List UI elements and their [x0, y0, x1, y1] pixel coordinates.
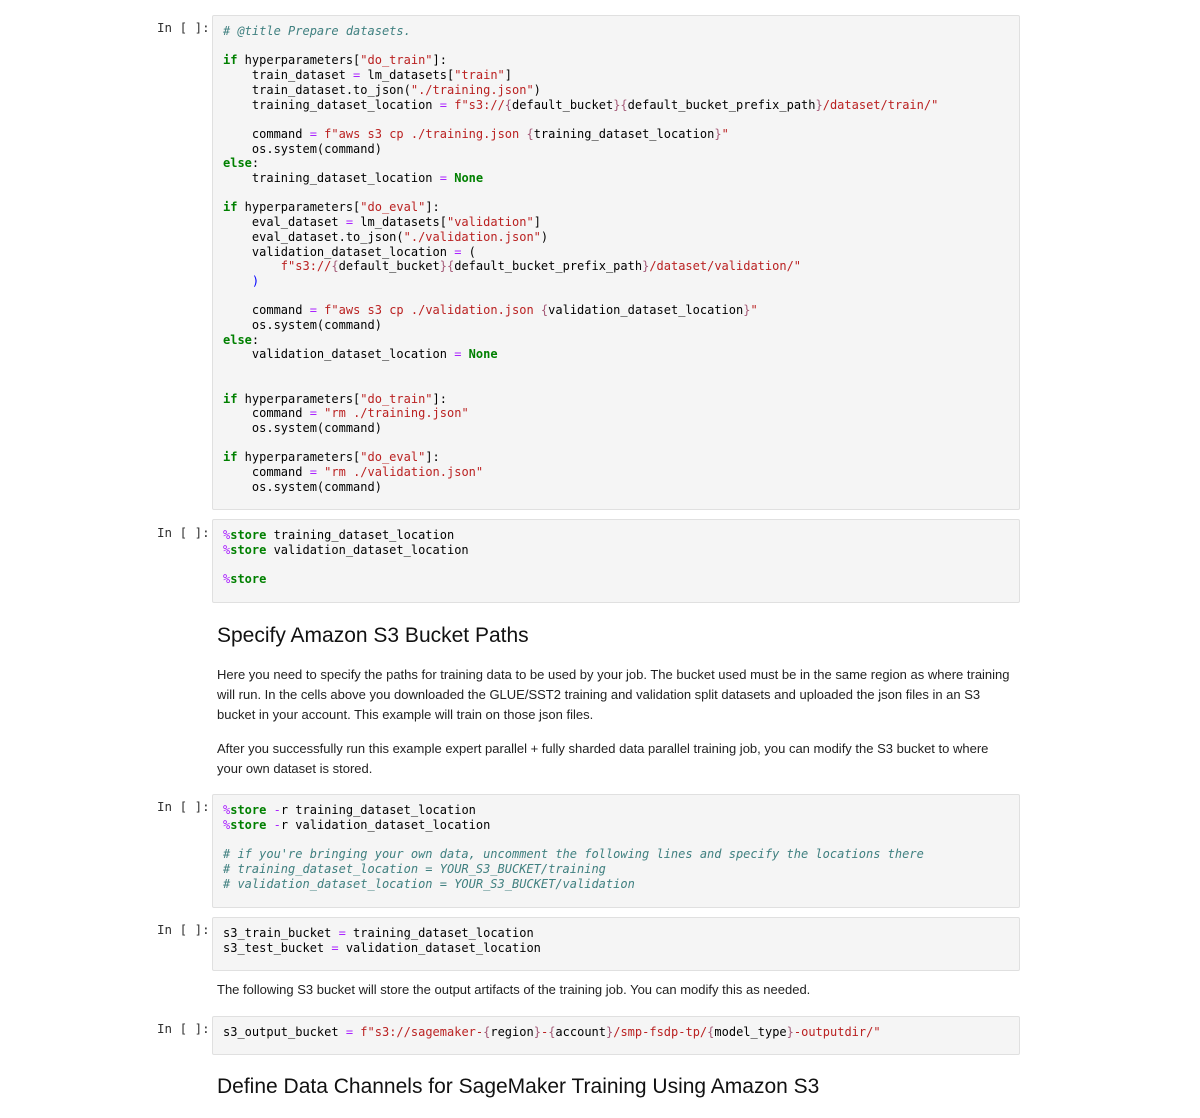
code-line: # @title Prepare datasets.	[223, 24, 411, 38]
code-line	[223, 289, 1009, 304]
code-line: %store	[223, 572, 267, 587]
code-line: os.system(command)	[223, 141, 382, 156]
code-line: os.system(command)	[223, 318, 382, 333]
code-line: validation_dataset_location = (	[223, 244, 476, 259]
code-editor[interactable]	[212, 1016, 1020, 1055]
code-line	[223, 436, 1009, 451]
code-line	[223, 112, 1009, 127]
cell-prompt: In [ ]:	[157, 525, 210, 540]
code-line: if hyperparameters["do_eval"]:	[223, 450, 440, 465]
code-line: eval_dataset.to_json("./validation.json")	[223, 229, 549, 244]
markdown-cell-s3-paths	[217, 624, 1017, 779]
code-line: s3_test_bucket = validation_dataset_location	[223, 940, 541, 955]
code-line: command = f"aws s3 cp ./validation.json {validation_dataset_location}"	[223, 303, 758, 318]
code-line: # validation_dataset_location = YOUR_S3_BUCKET/validation	[223, 876, 635, 891]
code-line: os.system(command)	[223, 420, 382, 435]
code-line: f"s3://{default_bucket}{default_bucket_prefix_path}/dataset/validation/"	[280, 259, 802, 274]
code-editor[interactable]	[212, 519, 1020, 603]
code-editor[interactable]	[212, 794, 1020, 908]
code-line: command = "rm ./validation.json"	[223, 465, 484, 480]
cell-prompt: In [ ]:	[157, 799, 210, 814]
code-line: if hyperparameters["do_train"]:	[223, 391, 447, 406]
markdown-cell-output-note	[217, 980, 1017, 1000]
code-line: # training_dataset_location = YOUR_S3_BUCKET/training	[223, 861, 606, 876]
code-line: )	[251, 273, 260, 288]
code-line: %store -r training_dataset_location	[223, 803, 476, 817]
code-line: command = "rm ./training.json"	[223, 406, 469, 421]
code-line: validation_dataset_location = None	[223, 347, 498, 362]
code-line	[223, 377, 1009, 392]
code-line	[223, 39, 1009, 54]
code-line: # if you're bringing your own data, uncomment the following lines and specify the locations there	[223, 847, 924, 862]
code-line: s3_train_bucket = training_dataset_location	[223, 926, 534, 940]
code-line	[223, 186, 1009, 201]
code-line: if hyperparameters["do_train"]:	[223, 53, 447, 68]
cell-prompt: In [ ]:	[157, 20, 210, 35]
cell-prompt: In [ ]:	[157, 922, 210, 937]
code-line: %store -r validation_dataset_location	[223, 817, 491, 832]
code-line	[223, 362, 1009, 377]
paragraph: After you successfully run this example expert parallel + fully sharded data parallel training job, you can modify the S3 bucket to where your own dataset is stored.	[217, 741, 989, 776]
code-line: s3_output_bucket = f"s3://sagemaker-{region}-{account}/smp-fsdp-tp/{model_type}-outputdir/"	[223, 1025, 881, 1039]
code-editor[interactable]	[212, 15, 1020, 510]
code-line: train_dataset = lm_datasets["train"]	[223, 68, 513, 83]
code-line: else:	[223, 332, 260, 347]
code-line: else:	[223, 156, 260, 171]
code-line: training_dataset_location = f"s3://{default_bucket}{default_bucket_prefix_path}/dataset/train/"	[223, 97, 939, 112]
code-line	[223, 557, 1009, 572]
code-line: command = f"aws s3 cp ./training.json {training_dataset_location}"	[223, 126, 729, 141]
code-line: train_dataset.to_json("./training.json")	[223, 82, 541, 97]
code-line: os.system(command)	[223, 479, 382, 494]
code-line: %store validation_dataset_location	[223, 542, 469, 557]
code-line	[223, 832, 1009, 847]
paragraph: The following S3 bucket will store the output artifacts of the training job. You can modify this as needed.	[217, 982, 811, 997]
code-line: training_dataset_location = None	[223, 171, 484, 186]
code-editor[interactable]	[212, 917, 1020, 971]
markdown-cell-data-channels	[217, 1075, 1017, 1099]
paragraph: Here you need to specify the paths for training data to be used by your job. The bucket used must be in the same region as where training will run. In the cells above you downloaded the GLUE/SST2 training and validation split datasets and uploaded the json files in an S3 bucket in your account. This example will train on those json files.	[217, 667, 1010, 722]
cell-prompt: In [ ]:	[157, 1021, 210, 1036]
code-line: if hyperparameters["do_eval"]:	[223, 200, 440, 215]
section-heading: Define Data Channels for SageMaker Training Using Amazon S3	[217, 1075, 820, 1098]
code-line: %store training_dataset_location	[223, 528, 455, 542]
code-line: eval_dataset = lm_datasets["validation"]	[223, 215, 541, 230]
section-heading: Specify Amazon S3 Bucket Paths	[217, 624, 529, 647]
